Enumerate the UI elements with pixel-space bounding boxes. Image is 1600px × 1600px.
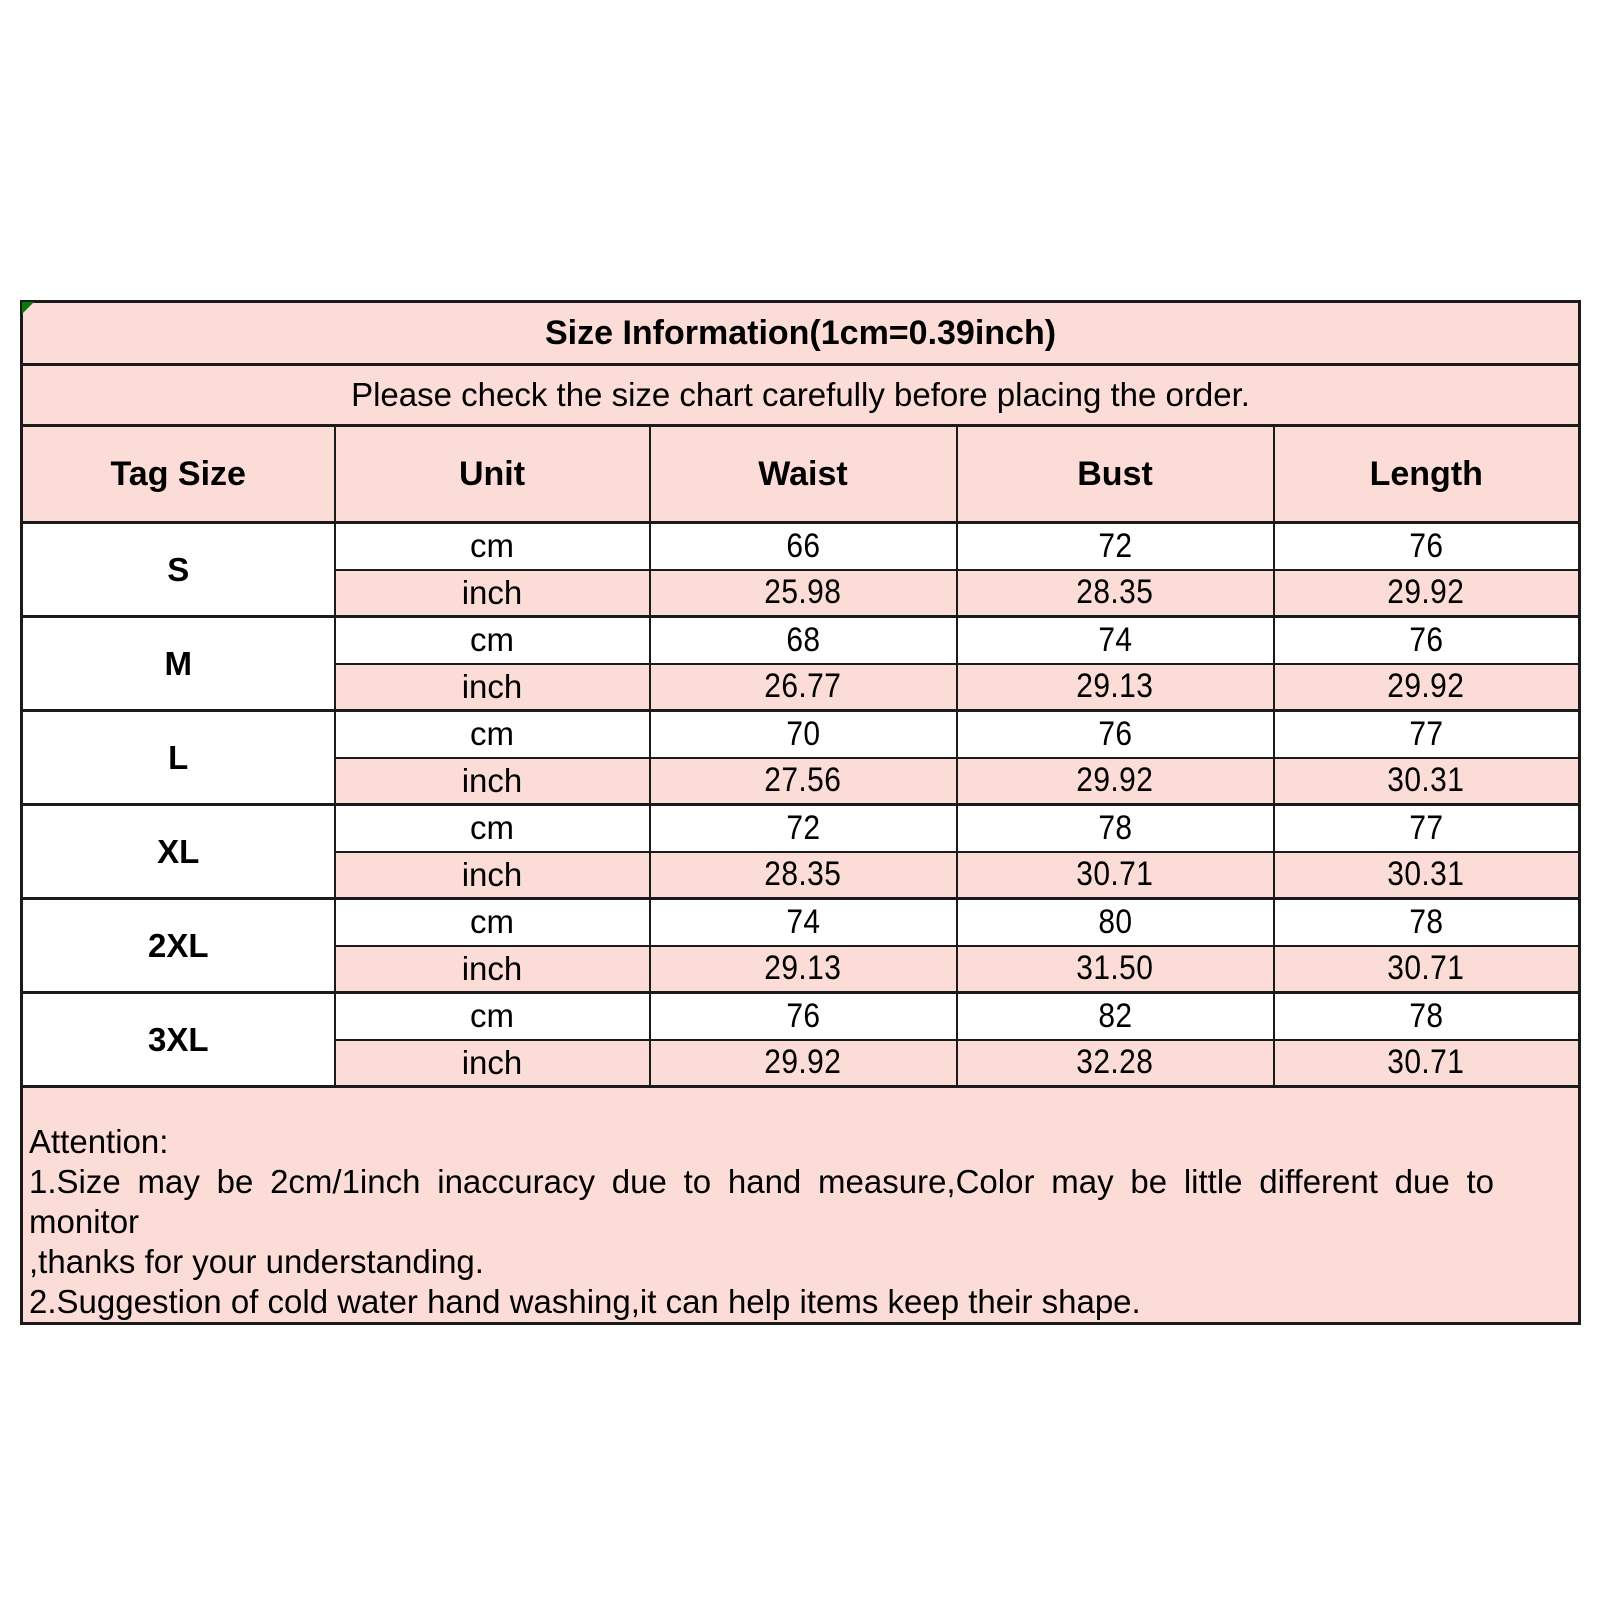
value-cell: [650, 523, 957, 570]
unit-cell: inch: [335, 664, 650, 711]
value-cell: [1274, 852, 1580, 899]
length-value: 30.31: [1387, 855, 1465, 894]
bust-value: 80: [1097, 902, 1133, 941]
unit-cell: inch: [335, 758, 650, 805]
unit-cell: cm: [335, 617, 650, 664]
value-cell: [650, 852, 957, 899]
length-value: 78: [1409, 902, 1444, 941]
value-cell: [650, 1040, 957, 1087]
unit-cell: cm: [335, 899, 650, 946]
unit-cell: inch: [335, 852, 650, 899]
value-cell: [650, 711, 957, 758]
unit-cell: cm: [335, 711, 650, 758]
length-value: 77: [1409, 714, 1444, 753]
bust-value: 76: [1097, 714, 1133, 753]
unit-cell: cm: [335, 993, 650, 1040]
waist-value: 26.77: [764, 667, 842, 706]
tag-size-cell: L: [22, 711, 335, 805]
length-value: 76: [1409, 620, 1444, 659]
length-value: 30.71: [1387, 949, 1465, 988]
bust-value: 30.71: [1076, 855, 1154, 894]
waist-value: 66: [785, 526, 821, 565]
value-cell: [1274, 617, 1580, 664]
bust-value: 32.28: [1076, 1043, 1154, 1082]
value-cell: [957, 946, 1274, 993]
size-chart: [20, 300, 1578, 1325]
value-cell: [957, 899, 1274, 946]
tag-size-cell: 3XL: [22, 993, 335, 1087]
value-cell: [957, 805, 1274, 852]
value-cell: [957, 758, 1274, 805]
table-subtitle: Please check the size chart carefully before placing the order.: [22, 365, 1580, 426]
attention-row: [22, 1087, 1580, 1324]
waist-value: 74: [785, 902, 821, 941]
attention-line-3: 2.Suggestion of cold water hand washing,it can help items keep their shape.: [29, 1283, 1141, 1320]
column-header-length: Length: [1274, 426, 1580, 523]
bust-value: 31.50: [1076, 949, 1154, 988]
value-cell: [1274, 899, 1580, 946]
value-cell: [650, 570, 957, 617]
column-header-unit: Unit: [335, 426, 650, 523]
length-value: 76: [1409, 526, 1444, 565]
waist-value: 72: [785, 808, 821, 847]
value-cell: [650, 946, 957, 993]
unit-cell: inch: [335, 946, 650, 993]
attention-line-2: ,thanks for your understanding.: [29, 1243, 484, 1280]
size-row-l-cm: [22, 711, 1580, 758]
value-cell: [957, 664, 1274, 711]
value-cell: [957, 523, 1274, 570]
bust-value: 82: [1097, 996, 1133, 1035]
value-cell: [1274, 805, 1580, 852]
size-row-xl-cm: [22, 805, 1580, 852]
subtitle-row: [22, 365, 1580, 426]
bust-value: 29.92: [1076, 761, 1154, 800]
size-row-s-cm: [22, 523, 1580, 570]
value-cell: [1274, 758, 1580, 805]
length-value: 29.92: [1387, 667, 1465, 706]
size-chart-table: [20, 300, 1581, 1325]
value-cell: [957, 852, 1274, 899]
tag-size-cell: 2XL: [22, 899, 335, 993]
length-value: 77: [1409, 808, 1444, 847]
value-cell: [650, 993, 957, 1040]
title-row: [22, 302, 1580, 365]
waist-value: 68: [785, 620, 821, 659]
length-value: 30.71: [1387, 1043, 1465, 1082]
size-row-m-cm: [22, 617, 1580, 664]
value-cell: [1274, 1040, 1580, 1087]
value-cell: [957, 711, 1274, 758]
waist-value: 70: [785, 714, 821, 753]
tag-size-cell: XL: [22, 805, 335, 899]
waist-value: 27.56: [764, 761, 842, 800]
column-header-tag-size: Tag Size: [22, 426, 335, 523]
header-row: [22, 426, 1580, 523]
column-header-waist: Waist: [650, 426, 957, 523]
value-cell: [650, 664, 957, 711]
value-cell: [957, 993, 1274, 1040]
unit-cell: inch: [335, 570, 650, 617]
value-cell: [1274, 993, 1580, 1040]
waist-value: 29.92: [764, 1043, 842, 1082]
unit-cell: inch: [335, 1040, 650, 1087]
column-header-bust: Bust: [957, 426, 1274, 523]
tag-size-cell: M: [22, 617, 335, 711]
bust-value: 29.13: [1076, 667, 1154, 706]
size-row-2xl-cm: [22, 899, 1580, 946]
value-cell: [1274, 523, 1580, 570]
bust-value: 74: [1097, 620, 1133, 659]
waist-value: 29.13: [764, 949, 842, 988]
value-cell: [1274, 946, 1580, 993]
value-cell: [957, 617, 1274, 664]
length-value: 30.31: [1387, 761, 1465, 800]
value-cell: [1274, 664, 1580, 711]
bust-value: 28.35: [1076, 573, 1154, 612]
value-cell: [1274, 570, 1580, 617]
value-cell: [650, 899, 957, 946]
attention-heading: Attention:: [29, 1123, 169, 1160]
attention-line-1: 1.Size may be 2cm/1inch inaccuracy due to hand measure,Color may be little different due to monitor: [29, 1163, 1495, 1240]
value-cell: [650, 805, 957, 852]
value-cell: [957, 570, 1274, 617]
tag-size-cell: S: [22, 523, 335, 617]
table-title: Size Information(1cm=0.39inch): [22, 302, 1580, 365]
value-cell: [1274, 711, 1580, 758]
value-cell: [650, 758, 957, 805]
unit-cell: cm: [335, 805, 650, 852]
length-value: 29.92: [1387, 573, 1465, 612]
green-corner-marker-icon: [22, 302, 34, 314]
value-cell: [650, 617, 957, 664]
unit-cell: cm: [335, 523, 650, 570]
bust-value: 78: [1097, 808, 1133, 847]
attention-note: [22, 1087, 1580, 1324]
waist-value: 28.35: [764, 855, 842, 894]
value-cell: [957, 1040, 1274, 1087]
length-value: 78: [1409, 996, 1444, 1035]
bust-value: 72: [1097, 526, 1133, 565]
size-row-3xl-cm: [22, 993, 1580, 1040]
waist-value: 76: [785, 996, 821, 1035]
waist-value: 25.98: [764, 573, 842, 612]
